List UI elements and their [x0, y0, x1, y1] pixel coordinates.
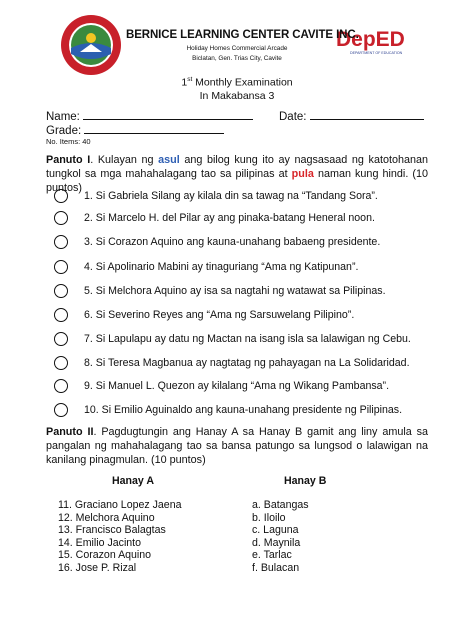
blue-word: asul [158, 154, 180, 166]
school-address-line1: Holiday Homes Commercial Arcade [186, 45, 288, 52]
answer-circle[interactable] [54, 284, 68, 298]
statement-text: 2. Si Marcelo H. del Pilar ay ang pinaka-batang Heneral noon. [84, 212, 375, 224]
name-field [46, 108, 253, 123]
deped-logo-text: DepED [336, 28, 405, 51]
statement-item [54, 401, 402, 419]
answer-circle[interactable] [54, 260, 68, 274]
date-field [279, 108, 424, 123]
grade-label: Grade: [46, 125, 82, 137]
exam-subject: In Makabansa 3 [199, 89, 275, 102]
column-a-item: 16. Jose P. Rizal [58, 561, 137, 574]
exam-title-number: 1 [181, 76, 188, 89]
column-a-item: 14. Emilio Jacinto [58, 536, 142, 549]
column-b-item: a. Batangas [252, 499, 309, 511]
column-b-item: e. Tarlac [252, 549, 292, 561]
name-label: Name: [46, 111, 80, 123]
grade-blank[interactable] [84, 122, 224, 134]
red-word: pula [291, 168, 314, 180]
part1-label: Panuto I [46, 154, 91, 166]
exam-title [0, 73, 474, 103]
column-b-item: c. Laguna [252, 524, 299, 536]
statement-text: 1. Si Gabriela Silang ay kilala din sa tawag na “Tandang Sora”. [84, 190, 378, 202]
statement-item [54, 258, 358, 276]
part1-directions: Panuto I. Kulayan ng asul ang bilog kung ito ay nagsasaad ng katotohanan tungkol sa mga mahahalagang tao sa pilipinas at pula naman kung hindi. (10 puntos) [46, 154, 429, 194]
deped-logo-subtext: DEPARTMENT OF EDUCATION [350, 51, 403, 55]
exam-title-text: Monthly Examination [192, 76, 293, 89]
statement-text: 3. Si Corazon Aquino ang kauna-unahang babaeng presidente. [84, 236, 381, 248]
column-b-item: b. Iloilo [252, 511, 286, 524]
statement-text: 7. Si Lapulapu ay datu ng Mactan na isang isla sa lalawigan ng Cebu. [84, 333, 411, 345]
statement-text: 4. Si Apolinario Mabini ay tinaguriang “Ama ng Katipunan”. [84, 261, 359, 273]
answer-circle[interactable] [54, 211, 68, 225]
part2-label: Panuto II [46, 426, 94, 438]
answer-circle[interactable] [54, 379, 68, 393]
item-count: No. Items: 40 [46, 137, 91, 146]
part2-directions: Panuto II. Pagdugtungin ang Hanay A sa Hanay B gamit ang liny amula sa pangalan ng mahahalagang tao sa bansa patungo sa lungsod o lalawigan na kanilang pinagmulan. (10 puntos) [46, 426, 428, 466]
column-b-list [252, 499, 309, 574]
statement-item [54, 330, 411, 348]
answer-circle[interactable] [54, 189, 68, 203]
column-a-list [58, 499, 181, 574]
column-a-item: 15. Corazon Aquino [58, 549, 152, 561]
column-a-item: 11. Graciano Lopez Jaena [58, 499, 182, 511]
answer-circle[interactable] [54, 403, 68, 417]
statement-item [54, 209, 375, 227]
column-a-item: 13. Francisco Balagtas [58, 524, 166, 536]
date-label: Date: [279, 111, 307, 123]
statement-text: 6. Si Severino Reyes ang “Ama ng Sarsuwelang Pilipino”. [84, 309, 355, 321]
grade-field [46, 122, 224, 137]
exam-title-ordinal: st [187, 76, 193, 83]
column-a-title: Hanay A [112, 475, 154, 487]
answer-circle[interactable] [54, 235, 68, 249]
answer-circle[interactable] [54, 356, 68, 370]
statement-text: 8. Si Teresa Magbanua ay nagtatag ng pahayagan na La Solidaridad. [84, 357, 410, 369]
statement-text: 9. Si Manuel L. Quezon ay kilalang “Ama ng Wikang Pambansa”. [84, 380, 390, 392]
statement-item [54, 306, 354, 324]
statement-text: 5. Si Melchora Aquino ay isa sa nagtahi ng watawat sa Pilipinas. [84, 285, 386, 297]
answer-circle[interactable] [54, 308, 68, 322]
column-a-item: 12. Melchora Aquino [58, 511, 155, 524]
school-name: BERNICE LEARNING CENTER CAVITE INC. [126, 29, 359, 41]
answer-circle[interactable] [54, 332, 68, 346]
statement-item [54, 187, 378, 205]
school-address-line2: Biclatan, Gen. Trias City, Cavite [192, 55, 282, 62]
statement-item [54, 282, 386, 300]
school-seal-logo [60, 14, 122, 76]
column-b-title: Hanay B [284, 475, 327, 487]
statement-item [54, 354, 410, 372]
name-blank[interactable] [83, 108, 253, 120]
column-b-item: f. Bulacan [252, 561, 300, 574]
date-blank[interactable] [310, 108, 424, 120]
column-b-item: d. Maynila [252, 536, 301, 549]
statement-item [54, 377, 389, 395]
statement-text: 10. Si Emilio Aguinaldo ang kauna-unahang presidente ng Pilipinas. [84, 404, 403, 416]
statement-item [54, 233, 380, 251]
